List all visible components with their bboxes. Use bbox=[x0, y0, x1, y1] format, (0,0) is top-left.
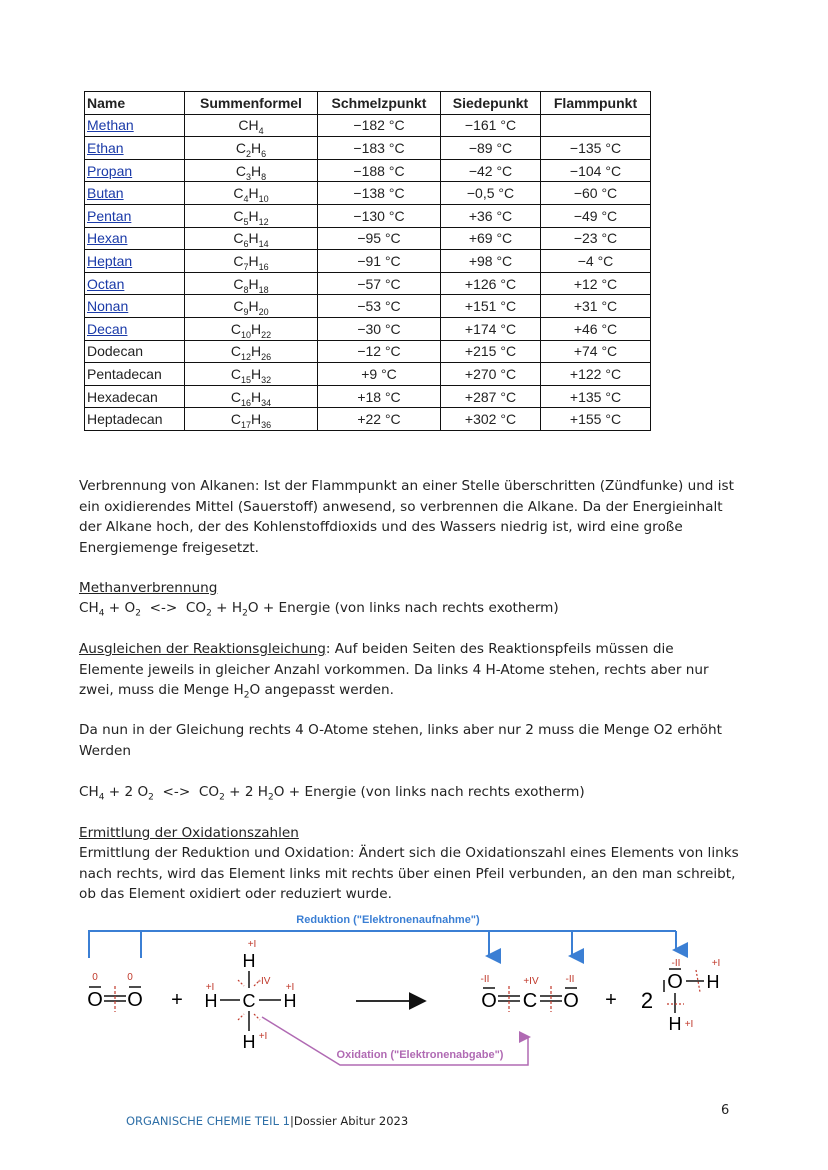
atom-o-water: O bbox=[667, 971, 683, 993]
paragraph-oxygen: Da nun in der Gleichung rechts 4 O-Atome stehen, links aber nur 2 muss die Menge O2 erhöht Werden bbox=[79, 722, 722, 759]
molecular-formula: $C_9H_{20}$ bbox=[185, 295, 318, 318]
atom-c-co2: C bbox=[522, 990, 538, 1012]
atom-o-right: O bbox=[127, 989, 143, 1011]
boiling-point: +151 °C bbox=[441, 295, 541, 318]
boiling-point: +270 °C bbox=[441, 363, 541, 386]
melting-point: −91 °C bbox=[318, 250, 441, 273]
plus-sign-1: + bbox=[171, 989, 183, 1011]
atom-o-left: O bbox=[87, 989, 103, 1011]
heading-oxidation-numbers: Ermittlung der Oxidationszahlen bbox=[79, 825, 299, 841]
alkane-name[interactable]: Butan bbox=[85, 182, 185, 205]
boiling-point: −161 °C bbox=[441, 114, 541, 137]
molecular-formula: $C_4H_{10}$ bbox=[185, 182, 318, 205]
melting-point: −57 °C bbox=[318, 272, 441, 295]
melting-point: +22 °C bbox=[318, 408, 441, 431]
flash-point: −104 °C bbox=[541, 159, 651, 182]
boiling-point: +302 °C bbox=[441, 408, 541, 431]
melting-point: −188 °C bbox=[318, 159, 441, 182]
molecular-formula: $C_2H_6$ bbox=[185, 137, 318, 160]
table-row bbox=[85, 204, 651, 227]
alkane-name[interactable]: Hexan bbox=[85, 227, 185, 250]
ox-number-h-right: +I bbox=[285, 982, 295, 993]
ox-number-c-methane: -IV bbox=[257, 976, 271, 987]
boiling-point: +69 °C bbox=[441, 227, 541, 250]
table-row bbox=[85, 385, 651, 408]
heading-balancing: Ausgleichen der Reaktionsgleichung bbox=[79, 641, 326, 657]
header-melting-point: Schmelzpunkt bbox=[318, 92, 441, 115]
page-footer bbox=[126, 1114, 408, 1128]
atom-h-bottom: H bbox=[242, 1032, 256, 1052]
table-row bbox=[85, 363, 651, 386]
melting-point: −183 °C bbox=[318, 137, 441, 160]
coefficient-water: 2 bbox=[640, 988, 654, 1013]
molecular-formula: $C_{17}H_{36}$ bbox=[185, 408, 318, 431]
flash-point: +122 °C bbox=[541, 363, 651, 386]
flash-point: +74 °C bbox=[541, 340, 651, 363]
boiling-point: −42 °C bbox=[441, 159, 541, 182]
heading-methane-combustion: Methanverbrennung bbox=[79, 580, 218, 596]
header-flash-point: Flammpunkt bbox=[541, 92, 651, 115]
footer-separator: | bbox=[289, 1114, 294, 1128]
footer-subtitle: Dossier Abitur 2023 bbox=[293, 1114, 409, 1128]
table-row bbox=[85, 408, 651, 431]
alkane-table bbox=[84, 91, 651, 431]
flash-point: +135 °C bbox=[541, 385, 651, 408]
table-row bbox=[85, 272, 651, 295]
molecular-formula: $C_{10}H_{22}$ bbox=[185, 317, 318, 340]
flash-point: −4 °C bbox=[541, 250, 651, 273]
alkane-name: Pentadecan bbox=[85, 363, 185, 386]
ox-number-o-left: 0 bbox=[92, 972, 98, 983]
molecular-formula: $C_3H_8$ bbox=[185, 159, 318, 182]
molecular-formula: $C_6H_{14}$ bbox=[185, 227, 318, 250]
paragraph-oxidation-numbers: Ermittlung der Reduktion und Oxidation: Ändert sich die Oxidationszahl eines Elements von links nach rechts, wird das Element links mit rechts über einen Pfeil verbunden, an den man schreibt, ob das Element oxidiert oder reduziert wurde. bbox=[79, 845, 739, 902]
atom-o-co2-left: O bbox=[481, 990, 497, 1012]
table-row bbox=[85, 295, 651, 318]
alkane-name[interactable]: Octan bbox=[85, 272, 185, 295]
oxygen-molecule bbox=[87, 972, 143, 1012]
melting-point: −30 °C bbox=[318, 317, 441, 340]
molecular-formula: $C_5H_{12}$ bbox=[185, 204, 318, 227]
alkane-name: Heptadecan bbox=[85, 408, 185, 431]
molecular-formula: $CH_4$ bbox=[185, 114, 318, 137]
melting-point: −12 °C bbox=[318, 340, 441, 363]
ox-number-h-water-bottom: +I bbox=[684, 1019, 694, 1030]
alkane-name[interactable]: Decan bbox=[85, 317, 185, 340]
alkane-name: Hexadecan bbox=[85, 385, 185, 408]
water-molecule bbox=[664, 958, 720, 1034]
header-boiling-point: Siedepunkt bbox=[441, 92, 541, 115]
flash-point: +46 °C bbox=[541, 317, 651, 340]
table-row bbox=[85, 340, 651, 363]
melting-point: −95 °C bbox=[318, 227, 441, 250]
ox-number-o-water: -II bbox=[671, 958, 681, 969]
molecular-formula: $C_8H_{18}$ bbox=[185, 272, 318, 295]
alkane-name[interactable]: Pentan bbox=[85, 204, 185, 227]
flash-point: +155 °C bbox=[541, 408, 651, 431]
alkane-name[interactable]: Propan bbox=[85, 159, 185, 182]
alkane-name: Dodecan bbox=[85, 340, 185, 363]
reduction-label: Reduktion ("Elektronenaufnahme") bbox=[296, 914, 480, 926]
flash-point: +12 °C bbox=[541, 272, 651, 295]
ox-number-o-co2-left: -II bbox=[480, 974, 490, 985]
table-header-row bbox=[85, 92, 651, 115]
oxidation-label: Oxidation ("Elektronenabgabe") bbox=[336, 1049, 504, 1061]
table-row bbox=[85, 227, 651, 250]
melting-point: −53 °C bbox=[318, 295, 441, 318]
reduction-bracket bbox=[89, 931, 676, 958]
molecular-formula: $C_{16}H_{34}$ bbox=[185, 385, 318, 408]
flash-point bbox=[541, 114, 651, 137]
header-formula: Summenformel bbox=[185, 92, 318, 115]
equation-methane-balanced: $CH_4 + 2$ $O_2$ <-> $CO_2 + 2$ $H_2O$ + Energie (von links nach rechts exotherm) bbox=[79, 784, 585, 803]
molecular-formula: $C_{12}H_{26}$ bbox=[185, 340, 318, 363]
atom-h-water-bottom: H bbox=[668, 1014, 682, 1034]
co2-molecule bbox=[481, 974, 579, 1012]
paragraph-balancing: Ausgleichen der Reaktionsgleichung: Auf beiden Seiten des Reaktionspfeils müssen die Elemente jeweils in gleicher Anzahl vorkommen. Da links 4 H-Atome stehen, rechts aber nur zwei, muss die Menge $H_2O$ angepasst werden. bbox=[79, 641, 709, 701]
ox-number-c-co2: +IV bbox=[523, 976, 539, 987]
boiling-point: +215 °C bbox=[441, 340, 541, 363]
table-row bbox=[85, 250, 651, 273]
boiling-point: −0,5 °C bbox=[441, 182, 541, 205]
table-row bbox=[85, 159, 651, 182]
atom-o-co2-right: O bbox=[563, 990, 579, 1012]
flash-point: −60 °C bbox=[541, 182, 651, 205]
melting-point: +9 °C bbox=[318, 363, 441, 386]
boiling-point: −89 °C bbox=[441, 137, 541, 160]
ox-number-o-right: 0 bbox=[127, 972, 133, 983]
atom-h-top: H bbox=[242, 951, 256, 971]
flash-point: +31 °C bbox=[541, 295, 651, 318]
melting-point: −130 °C bbox=[318, 204, 441, 227]
boiling-point: +36 °C bbox=[441, 204, 541, 227]
molecular-formula: $C_{15}H_{32}$ bbox=[185, 363, 318, 386]
alkane-name[interactable]: Methan bbox=[85, 114, 185, 137]
redox-scheme bbox=[0, 900, 828, 1075]
methane-molecule bbox=[205, 939, 297, 1052]
atom-h-left: H bbox=[204, 991, 218, 1011]
table-row bbox=[85, 137, 651, 160]
ox-number-h-water-right: +I bbox=[711, 958, 721, 969]
alkane-name[interactable]: Nonan bbox=[85, 295, 185, 318]
melting-point: −138 °C bbox=[318, 182, 441, 205]
flash-point: −49 °C bbox=[541, 204, 651, 227]
plus-sign-2: + bbox=[605, 989, 617, 1011]
flash-point: −23 °C bbox=[541, 227, 651, 250]
paragraph-combustion: Verbrennung von Alkanen: Ist der Flammpunkt an einer Stelle überschritten (Zündfunke) und ist ein oxidierendes Mittel (Sauerstoff) anwesend, so verbrennen die Alkane. Da der Energieinhalt der Alkane hoch, der des Kohlenstoffdioxids und des Wassers niedrig ist, wird eine große Energiemenge freigesetzt. bbox=[79, 478, 734, 556]
equation-methane-unbalanced: $CH_4 + O_2$ <-> $CO_2 + H_2O$ + Energie (von links nach rechts exotherm) bbox=[79, 600, 559, 619]
ox-number-h-bottom: +I bbox=[258, 1031, 268, 1042]
table-row bbox=[85, 114, 651, 137]
ox-number-o-co2-right: -II bbox=[565, 974, 575, 985]
header-name: Name bbox=[85, 92, 185, 115]
alkane-name[interactable]: Heptan bbox=[85, 250, 185, 273]
melting-point: −182 °C bbox=[318, 114, 441, 137]
flash-point: −135 °C bbox=[541, 137, 651, 160]
molecular-formula: $C_7H_{16}$ bbox=[185, 250, 318, 273]
atom-c-methane: C bbox=[242, 991, 256, 1011]
boiling-point: +287 °C bbox=[441, 385, 541, 408]
melting-point: +18 °C bbox=[318, 385, 441, 408]
table-row bbox=[85, 317, 651, 340]
table-row bbox=[85, 182, 651, 205]
atom-h-right: H bbox=[283, 991, 297, 1011]
ox-number-h-top: +I bbox=[247, 939, 257, 950]
boiling-point: +174 °C bbox=[441, 317, 541, 340]
page-number: 6 bbox=[721, 1103, 730, 1118]
ox-number-h-left: +I bbox=[205, 982, 215, 993]
boiling-point: +126 °C bbox=[441, 272, 541, 295]
alkane-name[interactable]: Ethan bbox=[85, 137, 185, 160]
atom-h-water-right: H bbox=[706, 972, 720, 992]
footer-title: ORGANISCHE CHEMIE TEIL 1 bbox=[126, 1114, 290, 1128]
boiling-point: +98 °C bbox=[441, 250, 541, 273]
